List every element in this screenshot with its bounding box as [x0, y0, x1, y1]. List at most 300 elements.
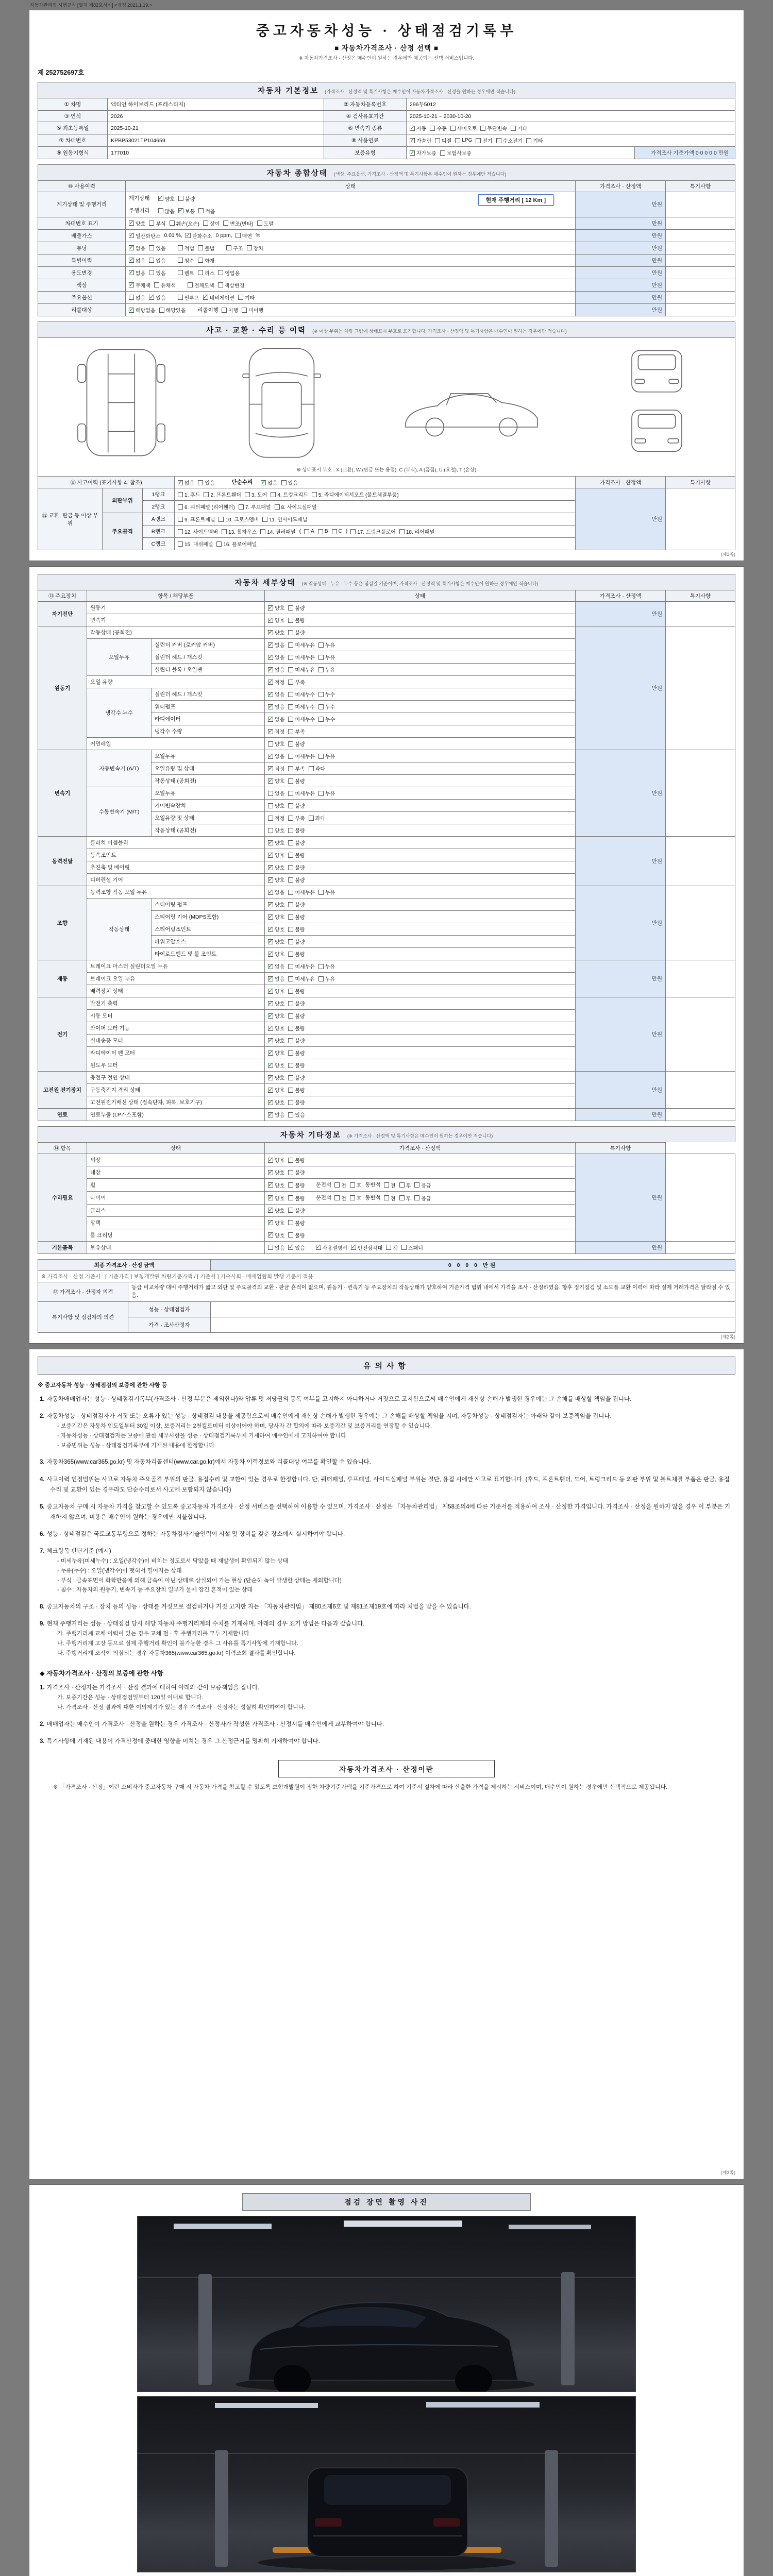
checkbox-LPG[interactable] [455, 138, 472, 143]
column-header: 항목 / 해당부품 [87, 590, 265, 602]
checkbox-4. 트렁크리드[interactable] [271, 490, 308, 498]
checkbox-수동[interactable] [430, 124, 446, 132]
checkbox-미세누유[interactable] [288, 752, 315, 760]
checkbox-label: 불량 [184, 196, 195, 202]
checkbox-label: 화재 [204, 258, 215, 264]
checkbox-많음[interactable] [158, 207, 175, 215]
checkbox-자동[interactable] [410, 124, 426, 132]
checkbox-label: 양호 [275, 1088, 285, 1094]
checkbox-양호[interactable] [268, 925, 284, 933]
checkbox-영업용[interactable] [218, 269, 240, 277]
checkbox-불량[interactable] [288, 925, 305, 933]
item-state [126, 229, 576, 242]
checkbox-label: 양호 [275, 866, 285, 872]
table-header-row [38, 590, 735, 602]
checkbox-부족[interactable] [288, 765, 305, 772]
checkbox-이행[interactable] [222, 306, 238, 314]
checkbox-네비게이션[interactable] [203, 294, 234, 301]
checkbox-장치[interactable] [247, 244, 263, 252]
checkbox-누유[interactable] [318, 666, 335, 673]
checkbox-있음[interactable] [149, 244, 165, 252]
checkbox-checked-icon [410, 138, 415, 143]
part-label: 휠 [87, 1179, 265, 1192]
checkbox-empty-icon [178, 295, 183, 300]
checkbox-기타[interactable] [526, 137, 543, 144]
checkbox-기타[interactable] [511, 124, 527, 132]
checkbox-불량[interactable] [288, 604, 305, 612]
checkbox-양호[interactable] [268, 1086, 284, 1094]
checkbox-14. 필러패널[interactable] [260, 528, 295, 535]
checkbox-불량[interactable] [288, 1037, 305, 1044]
checkbox-있음[interactable] [198, 479, 214, 486]
checkbox-없음[interactable] [129, 294, 145, 301]
checkbox-양호[interactable] [268, 629, 284, 636]
checkbox-empty-icon [414, 1182, 419, 1188]
checkbox-없음[interactable] [268, 666, 284, 673]
checkbox-전[interactable] [334, 1194, 346, 1202]
checkbox-불량[interactable] [288, 1194, 305, 1202]
checkbox-label: 불량 [295, 1002, 305, 1008]
checkbox-누유[interactable] [318, 789, 335, 797]
checkbox-없음[interactable] [268, 715, 284, 723]
checkbox-누유[interactable] [318, 888, 335, 896]
checkbox-불량[interactable] [288, 913, 305, 921]
checkbox-empty-icon [149, 258, 154, 263]
checkbox-불량[interactable] [288, 987, 305, 995]
checkbox-응급[interactable] [414, 1194, 431, 1202]
checkbox-있음[interactable] [149, 294, 165, 301]
checkbox-누유[interactable] [318, 752, 335, 760]
text-token: 계기상태 [129, 195, 150, 201]
checkbox-잭[interactable] [386, 1244, 398, 1251]
checkbox-미세누수[interactable] [288, 715, 315, 723]
checkbox-있음[interactable] [288, 1244, 305, 1251]
checkbox-누수[interactable] [318, 690, 335, 698]
checkbox-없음[interactable] [268, 653, 284, 661]
checkbox-7. 루프패널[interactable] [239, 503, 271, 511]
notice-number: 3. [40, 1738, 45, 1744]
checkbox-empty-icon [188, 282, 193, 287]
checkbox-불량[interactable] [288, 901, 305, 908]
checkbox-불량[interactable] [288, 1231, 305, 1239]
checkbox-label: 후 [356, 1196, 362, 1202]
checkbox-자가보증[interactable] [410, 149, 436, 157]
rank-parts [175, 513, 576, 526]
checkbox-누유[interactable] [318, 975, 335, 982]
price-cell: 만원 [576, 291, 666, 303]
basic-info-row [38, 98, 735, 111]
checkbox-불량[interactable] [288, 876, 305, 884]
checkbox-checked-icon [268, 927, 273, 932]
checkbox-양호[interactable] [158, 195, 175, 202]
checkbox-양호[interactable] [268, 987, 284, 995]
checkbox-불량[interactable] [288, 1086, 305, 1094]
checkbox-누유[interactable] [318, 962, 335, 970]
checkbox-후[interactable] [399, 1194, 411, 1202]
checkbox-16. 플로어패널[interactable] [216, 540, 257, 548]
checkbox-label: 기타 [517, 126, 528, 132]
checkbox-불량[interactable] [288, 802, 305, 809]
checkbox-양호[interactable] [268, 863, 284, 871]
checkbox-침수[interactable] [178, 257, 194, 264]
checkbox-empty-icon [399, 529, 405, 534]
checkbox-상이[interactable] [203, 219, 220, 227]
checkbox-안전삼각대[interactable] [351, 1244, 382, 1251]
checkbox-10. 크로스멤버[interactable] [219, 515, 259, 523]
checkbox-렌트[interactable] [178, 269, 194, 277]
checkbox-없음[interactable] [261, 479, 277, 486]
checkbox-checked-icon [261, 480, 266, 485]
checkbox-label: 양호 [275, 1039, 285, 1045]
checkbox-불량[interactable] [288, 1049, 305, 1057]
checkbox-양호[interactable] [268, 604, 284, 612]
checkbox-양호[interactable] [268, 913, 284, 921]
notices-title: 유의사항 [38, 1357, 735, 1375]
checkbox-C[interactable] [332, 529, 342, 534]
checkbox-양호[interactable] [129, 219, 145, 227]
checkbox-empty-icon [178, 517, 183, 522]
checkbox-적정[interactable] [268, 727, 284, 735]
checkbox-불량[interactable] [288, 1207, 305, 1214]
checkbox-불량[interactable] [288, 826, 305, 834]
checkbox-불량[interactable] [288, 839, 305, 846]
checkbox-B[interactable] [318, 529, 328, 534]
checkbox-불량[interactable] [288, 938, 305, 945]
checkbox-양호[interactable] [268, 1219, 284, 1227]
checkbox-불량[interactable] [288, 629, 305, 636]
field-line [111, 113, 321, 120]
checkbox-있음[interactable] [149, 257, 165, 264]
checkbox-과다[interactable] [309, 814, 325, 822]
checkbox-도말[interactable] [257, 219, 274, 227]
checkbox-누수[interactable] [318, 703, 335, 710]
checkbox-없음[interactable] [129, 244, 145, 252]
notice-text: 매매업자는 매수인이 가격조사 · 산정을 원하는 경우 가격조사 · 산정자가 작성한 가격조사 · 산정서를 매수인에게 교부하여야 합니다. [46, 1721, 384, 1727]
checkbox-없음[interactable] [268, 888, 284, 896]
checkbox-수소전기[interactable] [496, 137, 523, 144]
checkbox-label: 없음 [275, 754, 285, 760]
checkbox-양호[interactable] [268, 1168, 284, 1176]
checkbox-화재[interactable] [198, 257, 214, 264]
checkbox-있음[interactable] [281, 479, 298, 486]
checkbox-누유[interactable] [318, 641, 335, 649]
checkbox-empty-icon [268, 803, 273, 808]
field-value [407, 122, 735, 134]
checkbox-불량[interactable] [288, 1219, 305, 1227]
device-group-label: 원동기 [38, 626, 87, 750]
checkbox-양호[interactable] [268, 901, 284, 908]
column-header: 상태 [265, 590, 576, 602]
checkbox-불량[interactable] [288, 740, 305, 748]
checkbox-양호[interactable] [268, 1207, 284, 1214]
notice-text: 자동차매매업자는 성능 · 상태점검기록부(가격조사 · 산정 부분은 제외한다)와 압류 및 저당권의 등록 여부를 고지하지 아니하거나 거짓으로 고지함으로써 매수인에게 재산상 손해가 발생한 경우에는 그 손해를 배상할 책임을 집니다. [46, 1396, 632, 1403]
checkbox-empty-icon [288, 890, 293, 895]
checkbox-기타[interactable] [238, 294, 255, 301]
checkbox-label: 누수 [325, 705, 335, 711]
checkbox-사용설명서[interactable] [316, 1244, 347, 1251]
checkbox-불량[interactable] [288, 616, 305, 624]
checkbox-부족[interactable] [288, 727, 305, 735]
checkbox-탄화수소[interactable] [186, 232, 212, 240]
checkbox-양호[interactable] [268, 1194, 284, 1202]
checkbox-있음[interactable] [149, 269, 165, 277]
checkbox-양호[interactable] [268, 1098, 284, 1106]
checkbox-있음[interactable] [288, 1111, 305, 1118]
checkbox-없음[interactable] [268, 641, 284, 649]
checkbox-적법[interactable] [178, 244, 194, 252]
text-token: 0.01 %, [164, 232, 182, 239]
checkbox-8. 사이드실패널[interactable] [275, 503, 317, 511]
checkbox-13. 휠하우스[interactable] [222, 528, 257, 535]
state-cell [265, 1072, 576, 1084]
checkbox-가솔린[interactable] [410, 137, 431, 144]
checkbox-변조(변타)[interactable] [223, 219, 253, 227]
checkbox-적정[interactable] [268, 765, 284, 772]
checkbox-부족[interactable] [288, 678, 305, 686]
checkbox-양호[interactable] [268, 851, 284, 859]
checkbox-양호[interactable] [268, 740, 284, 748]
checkbox-불량[interactable] [288, 777, 305, 785]
checkbox-18. 리어패널[interactable] [399, 528, 434, 535]
checkbox-6. 쿼터패널 (리어휀더)[interactable] [178, 503, 235, 511]
checkbox-label: 있음 [156, 270, 166, 277]
checkbox-12. 사이드멤버[interactable] [178, 528, 218, 535]
checkbox-label: 3. 도어 [251, 493, 267, 499]
checkbox-empty-icon [268, 791, 273, 796]
checkbox-스패너[interactable] [401, 1244, 423, 1251]
checkbox-후[interactable] [350, 1194, 362, 1202]
checkbox-없음[interactable] [268, 975, 284, 982]
part-label: 글라스 [87, 1204, 265, 1216]
price-definition-text: ※ 「가격조사 · 산정」이란 소비자가 중고자동차 구매 시 자동차 가격을 참고할 수 있도록 보험개발원이 정한 차량기준가액을 기준가격으로 하여 기준서 절차에 따라 산출한 가격을 제시하는 서비스이며, 매수인이 원하는 경우에만 선택적으로 제공됩니다. [53, 1784, 668, 1791]
checkbox-불량[interactable] [288, 950, 305, 958]
checkbox-없음[interactable] [268, 1244, 284, 1251]
part-label: 등속조인트 [87, 849, 265, 861]
checkbox-empty-icon [318, 667, 324, 672]
checkbox-전[interactable] [384, 1181, 396, 1189]
checkbox-양호[interactable] [268, 1074, 284, 1081]
checkbox-미세누수[interactable] [288, 703, 315, 710]
checkbox-리스[interactable] [198, 269, 214, 277]
item-category-label: 작동상태 [87, 899, 152, 960]
price-basis-note: ※ 가격조사 · 산정 기준서 : [ 기준가격 ] 보험개발원 차량기준가액 / [ 기준서 ] 기술사회 · 매매업협회 발행 기준서 적용 [38, 1270, 735, 1282]
checkbox-일산화탄소[interactable] [129, 232, 160, 240]
checkbox-전기[interactable] [476, 137, 492, 144]
part-label: 브레이크 오일 누유 [87, 973, 265, 985]
table-header-row [38, 181, 735, 192]
checkbox-empty-icon [318, 964, 324, 969]
checkbox-양호[interactable] [268, 938, 284, 945]
checkbox-적정[interactable] [268, 678, 284, 686]
price-cell: 만원 [576, 750, 666, 837]
checkbox-label: 장치 [253, 246, 263, 252]
checkbox-불량[interactable] [288, 1156, 305, 1164]
checkbox-양호[interactable] [268, 1024, 284, 1032]
checkbox-미세누유[interactable] [288, 789, 315, 797]
checkbox-구조[interactable] [226, 244, 243, 252]
checkbox-무채색[interactable] [129, 281, 150, 289]
checkbox-불량[interactable] [288, 1024, 305, 1032]
checkbox-불량[interactable] [288, 1012, 305, 1020]
checkbox-label: 불량 [295, 742, 305, 748]
checkbox-없음[interactable] [178, 479, 194, 486]
checkbox-해당없음[interactable] [129, 306, 156, 314]
checkbox-불량[interactable] [288, 999, 305, 1007]
text-token: 액티언 하이브리드 (프레스티지) [111, 101, 186, 108]
item-state [126, 254, 576, 266]
checkbox-양호[interactable] [268, 1061, 284, 1069]
checkbox-label: 불량 [295, 1088, 305, 1094]
checkbox-A[interactable] [304, 529, 314, 534]
part-label: 고전원전기배선 상태 (접속단자, 피복, 보호기구) [87, 1096, 265, 1109]
state-line [129, 219, 572, 228]
checkbox-11. 인사이드패널[interactable] [262, 515, 307, 523]
checkbox-보험사보증[interactable] [440, 149, 472, 157]
checkbox-checked-icon [268, 1088, 273, 1093]
notice-number: 1. [40, 1396, 45, 1403]
checkbox-17. 트렁크플로어[interactable] [350, 528, 396, 535]
checkbox-매연[interactable] [236, 232, 252, 240]
checkbox-label: 응급 [421, 1196, 431, 1202]
checkbox-label: 양호 [275, 1100, 285, 1107]
checkbox-checked-icon [178, 480, 183, 485]
checkbox-훼손(오손)[interactable] [170, 219, 199, 227]
checkbox-세미오토[interactable] [450, 124, 477, 132]
checkbox-양호[interactable] [268, 1231, 284, 1239]
checkbox-없음[interactable] [268, 962, 284, 970]
item-category-label: 오일누유 [87, 639, 152, 676]
checkbox-없음[interactable] [268, 690, 284, 698]
checkbox-empty-icon [288, 1013, 293, 1019]
checkbox-label: 양호 [275, 804, 285, 810]
checkbox-9. 프론트패널[interactable] [178, 515, 215, 523]
checkbox-전체도색[interactable] [188, 281, 214, 289]
checkbox-양호[interactable] [268, 876, 284, 884]
checkbox-미세누유[interactable] [288, 975, 315, 982]
checkbox-양호[interactable] [268, 1156, 284, 1164]
part-label: 오일누유 [152, 750, 265, 762]
inspector-role-label: 가격 · 조사산정자 [128, 1317, 211, 1333]
checkbox-무단변속[interactable] [480, 124, 507, 132]
checkbox-label: 양호 [275, 878, 285, 884]
checkbox-양호[interactable] [268, 777, 284, 785]
checkbox-불량[interactable] [288, 1074, 305, 1081]
checkbox-불량[interactable] [288, 863, 305, 871]
state-line [268, 702, 572, 711]
checkbox-해당있음[interactable] [159, 306, 186, 314]
field-line [410, 136, 732, 145]
checkbox-썬루프[interactable] [178, 294, 199, 301]
remark-cell [666, 229, 735, 242]
checkbox-후[interactable] [399, 1181, 411, 1189]
state-cell [265, 1229, 576, 1241]
checkbox-디젤[interactable] [435, 137, 451, 144]
checkbox-3. 도어[interactable] [245, 490, 267, 498]
checkbox-양호[interactable] [268, 826, 284, 834]
checkbox-불량[interactable] [288, 1061, 305, 1069]
checkbox-불량[interactable] [178, 195, 195, 202]
checkbox-미세누수[interactable] [288, 690, 315, 698]
checkbox-양호[interactable] [268, 1049, 284, 1057]
checkbox-empty-icon [288, 1001, 293, 1006]
checkbox-미세누유[interactable] [288, 641, 315, 649]
checkbox-양호[interactable] [268, 1012, 284, 1020]
notice-text: 중고자동차의 구조 · 장치 등의 성능 · 상태를 거짓으로 점검하거나 거짓 고지한 자는 「자동차관리법」 제80조제6호 및 제81조제19호에 따라 처벌을 받을 수 있습니다. [46, 1604, 471, 1611]
checkbox-없음[interactable] [268, 1111, 284, 1118]
checkbox-누유[interactable] [318, 653, 335, 661]
checkbox-후[interactable] [350, 1181, 362, 1189]
checkbox-부식[interactable] [149, 219, 165, 227]
checkbox-15. 대쉬패널[interactable] [178, 540, 213, 548]
checkbox-유채색[interactable] [154, 281, 176, 289]
checkbox-불량[interactable] [288, 851, 305, 859]
checkbox-없음[interactable] [268, 703, 284, 710]
checkbox-empty-icon [288, 766, 293, 771]
checkbox-불량[interactable] [288, 1181, 305, 1189]
notice-number: 1. [40, 1685, 45, 1691]
overall-row [38, 266, 735, 279]
text-token: ( [299, 528, 301, 535]
checkbox-전[interactable] [384, 1194, 396, 1202]
checkbox-누수[interactable] [318, 715, 335, 723]
checkbox-미세누유[interactable] [288, 888, 315, 896]
checkbox-empty-icon [288, 927, 293, 932]
checkbox-적음[interactable] [198, 207, 215, 215]
checkbox-empty-icon [318, 717, 324, 722]
checkbox-label: 미이행 [248, 308, 264, 314]
checkbox-불량[interactable] [288, 1098, 305, 1106]
checkbox-없음[interactable] [268, 789, 284, 797]
checkbox-양호[interactable] [268, 1181, 284, 1189]
checkbox-label: 없음 [275, 668, 285, 674]
checkbox-양호[interactable] [268, 999, 284, 1007]
checkbox-양호[interactable] [268, 1037, 284, 1044]
checkbox-불량[interactable] [288, 1168, 305, 1176]
checkbox-적정[interactable] [268, 814, 284, 822]
checkbox-전[interactable] [334, 1181, 346, 1189]
checkbox-없음[interactable] [268, 752, 284, 760]
notice-item [40, 1529, 733, 1539]
checkbox-미세누유[interactable] [288, 962, 315, 970]
checkbox-empty-icon [318, 692, 324, 697]
checkbox-불법[interactable] [198, 244, 214, 252]
state-line [268, 937, 572, 946]
checkbox-없음[interactable] [129, 269, 145, 277]
checkbox-양호[interactable] [268, 839, 284, 846]
item-category-label: 수동변속기 (M/T) [87, 787, 152, 837]
checkbox-없음[interactable] [129, 257, 145, 264]
checkbox-checked-icon [268, 1232, 273, 1238]
part-label: 라디에이터 [152, 713, 265, 725]
checkbox-양호[interactable] [268, 616, 284, 624]
checkbox-양호[interactable] [268, 802, 284, 809]
checkbox-1. 후드[interactable] [178, 490, 200, 498]
checkbox-부족[interactable] [288, 814, 305, 822]
checkbox-응급[interactable] [414, 1181, 431, 1189]
checkbox-양호[interactable] [268, 950, 284, 958]
checkbox-과다[interactable] [309, 765, 325, 772]
checkbox-미세누유[interactable] [288, 666, 315, 673]
remark-cell [666, 1241, 735, 1253]
checkbox-미세누유[interactable] [288, 653, 315, 661]
checkbox-색상변경[interactable] [218, 281, 245, 289]
checkbox-2. 프론트휀더[interactable] [204, 490, 241, 498]
checkbox-미이행[interactable] [242, 306, 263, 314]
checkbox-보통[interactable] [178, 207, 195, 215]
checkbox-checked-icon [268, 902, 273, 907]
checkbox-5. 라디에이터서포트 (볼트체결부품)[interactable] [312, 490, 399, 498]
part-label: 기어변속장치 [152, 800, 265, 812]
